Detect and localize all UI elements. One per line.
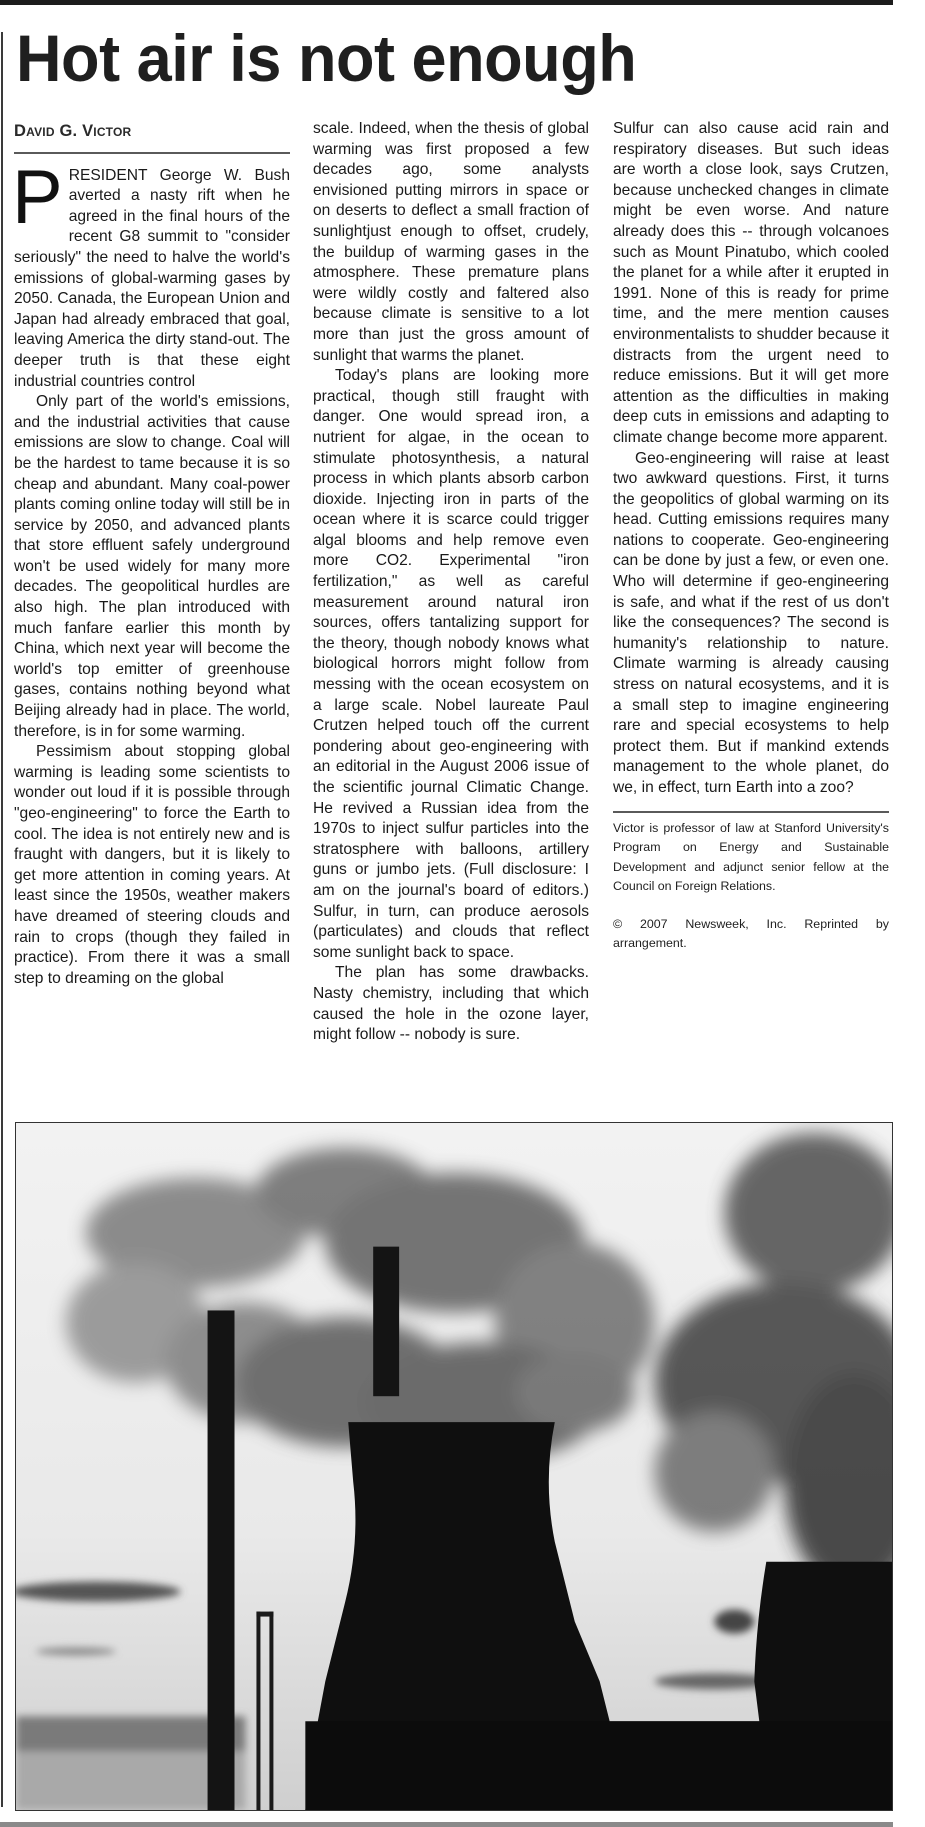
lead-paragraph-text: RESIDENT George W. Bush averted a nasty rift when he agreed in the final hours of the recent G8 summit to "consider seriously" the need to halve the world's emissions of global-warming gases by 2050. Canada, the European Union and Japan had already embraced that goal, leaving America the dirty stand-out. The deeper truth is that these eight industrial countries control bbox=[14, 166, 290, 390]
article-paragraph: scale. Indeed, when the thesis of global warming was first proposed a few decades ago, some analysts envisioned putting mirrors in space or on deserts to deflect a small fraction of sunlightjust enough to offset, crudely, the buildup of warming gases in the atmosphere. These premature plans were wildly costly and faltered also because climate is sensitive to a lot more than just the gross amount of sunlight that warms the planet. bbox=[313, 120, 589, 364]
article-photo bbox=[15, 1122, 893, 1811]
article-paragraph-lead bbox=[12, 154, 290, 393]
article-column-1 bbox=[14, 119, 290, 989]
article-paragraph: Sulfur can also cause acid rain and respiratory diseases. But such ideas are worth a close look, says Crutzen, because unchecked changes in climate might be even worse. And nature already does this -- through volcanoes such as Mount Pinatubo, which cooled the planet for a while after it erupted in 1991. None of this is ready for prime time, and the mere mention causes environmentalists to shudder because it distracts from the urgent need to reduce emissions. But it will get more attention as the difficulties in making deep cuts in emissions and adapting to climate change become more apparent. bbox=[613, 120, 889, 446]
top-rule-bar bbox=[0, 0, 893, 5]
power-plant-photo-illustration bbox=[16, 1123, 892, 1810]
byline-divider bbox=[14, 152, 290, 154]
author-bio: Victor is professor of law at Stanford University's Program on Energy and Sustainable Development and adjunct senior fellow at the Council on Foreign Relations. bbox=[613, 820, 889, 894]
byline: David G. Victor bbox=[14, 122, 132, 140]
article-paragraph: Today's plans are looking more practical, though still fraught with danger. One would spread iron, a nutrient for algae, in the ocean to stimulate photosynthesis, a natural process in which plants absorb carbon dioxide. Injecting iron in parts of the ocean where it is scarce could trigger algal blooms and help remove even more CO2. Experimental "iron fertilization," as well as careful measurement around natural iron sources, offers tantalizing support for the theory, though nobody knows what biological horrors might follow from messing with the ocean ecosystem on a large scale. Nobel laureate Paul Crutzen helped touch off the current pondering about geo-engineering with an editorial in the August 2006 issue of the scientific journal Climatic Change. He revived a Russian idea from the 1970s to inject sulfur particles into the stratosphere with balloons, artillery guns or jumbo jets. (Full disclosure: I am on the journal's board of editors.) Sulfur, in turn, can produce aerosols (particulates) and clouds that reflect some sunlight back to space. bbox=[313, 367, 589, 961]
article-column-2 bbox=[313, 119, 589, 1046]
article-paragraph: Geo-engineering will raise at least two awkward questions. First, it turns the geopolitics of global warming on its head. Cutting emissions requires many nations to cooperate. Geo-engineering can be done by just a few, or even one. Who will determine if geo-engineering is safe, and what if the rest of us don't like the consequences? The second is humanity's relationship to nature. Climate warming is already causing stress on natural ecosystems, and it is a small step to imagine engineering rare and special ecosystems to help protect them. But if mankind extends management to the whole planet, do we, in effect, turn Earth into a zoo? bbox=[613, 449, 889, 796]
article-paragraph: The plan has some drawbacks. Nasty chemistry, including that which caused the hole in the ozone layer, might follow -- nobody is sure. bbox=[313, 964, 589, 1044]
left-border-rule bbox=[1, 32, 3, 1807]
copyright-notice: © 2007 Newsweek, Inc. Reprinted by arrangement. bbox=[613, 916, 889, 951]
bottom-rule-bar bbox=[0, 1822, 893, 1827]
headline: Hot air is not enough bbox=[16, 21, 637, 95]
article-paragraph: Only part of the world's emissions, and the industrial activities that cause emissions are slow to change. Coal will be the hardest to tame because it is so cheap and abundant. Many coal-power plants coming online today will still be in service by 2050, and advanced plants that store effluent safely underground won't be used widely for many more decades. The geopolitical hurdles are also high. The plan introduced with much fanfare earlier this month by China, which next year will become the world's top emitter of greenhouse gases, contains nothing beyond what Beijing already had in place. The world, therefore, is in for some warming. bbox=[14, 393, 290, 740]
article-paragraph: Pessimism about stopping global warming is leading some scientists to wonder out loud if it is possible through "geo-engineering" to force the Earth to cool. The idea is not entirely new and is fraught with dangers, but it is likely to get more attention in coming years. At least since the 1950s, weather makers have dreamed of steering clouds and rain to crops (though they failed in practice). From there it was a small step to dreaming on the global bbox=[14, 743, 290, 987]
drop-cap: P bbox=[12, 154, 63, 240]
bio-divider bbox=[613, 811, 889, 813]
article-column-3 bbox=[613, 119, 889, 954]
